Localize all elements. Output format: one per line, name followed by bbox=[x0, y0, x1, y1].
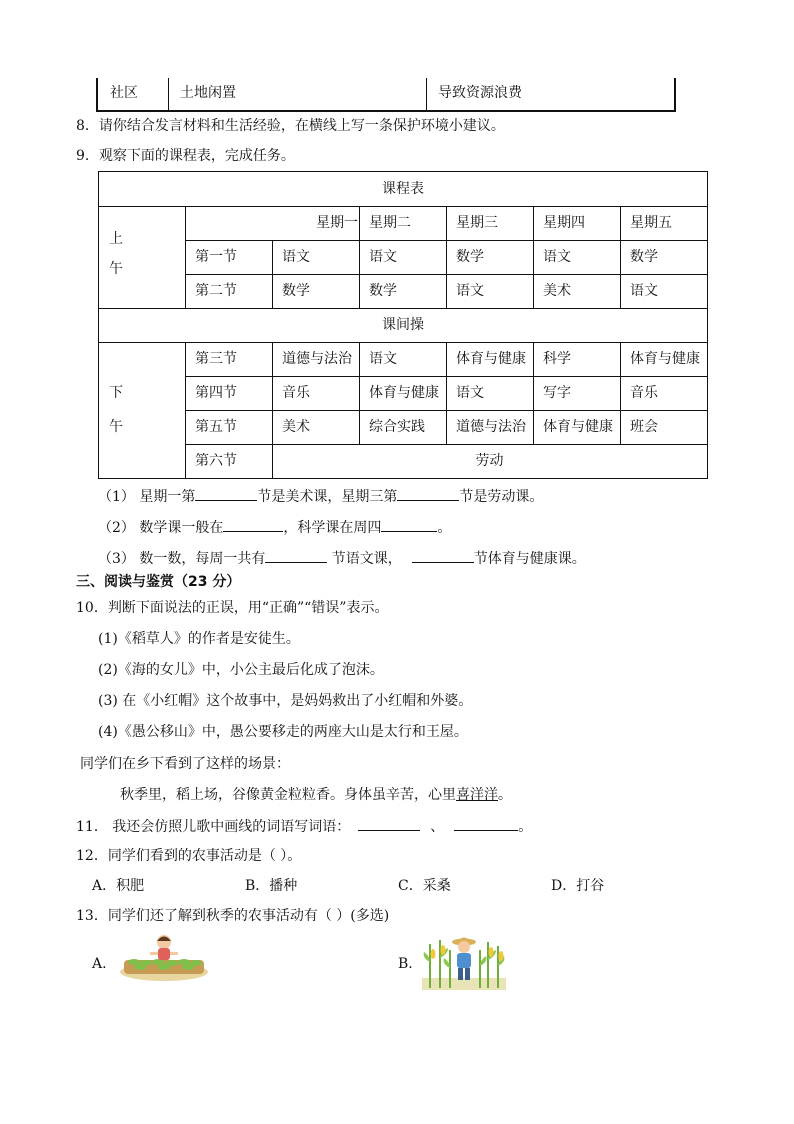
q12-option-d[interactable]: D．打谷 bbox=[551, 878, 605, 894]
top-table-divider bbox=[168, 78, 169, 110]
q10-item-2: (2)《海的女儿》中，小公主最后化成了泡沫。 bbox=[98, 662, 384, 678]
top-table-cell-land: 土地闲置 bbox=[180, 85, 236, 101]
schedule-cell: 音乐 bbox=[282, 385, 310, 401]
schedule-cell: 数学 bbox=[456, 249, 484, 265]
day-header-mon: 星期一 bbox=[316, 215, 358, 231]
schedule-cell: 班会 bbox=[630, 419, 658, 435]
morning-label-2: 午 bbox=[109, 261, 123, 277]
answer-blank[interactable] bbox=[223, 517, 283, 532]
q9-sub-1 bbox=[98, 486, 543, 507]
top-table-divider bbox=[426, 78, 427, 110]
schedule-cell: 语文 bbox=[543, 249, 571, 265]
schedule-cell: 数学 bbox=[630, 249, 658, 265]
schedule-cell: 写字 bbox=[543, 385, 571, 401]
q10-item-4: (4)《愚公移山》中，愚公要移走的两座大山是太行和王屋。 bbox=[98, 724, 468, 740]
schedule-title: 课程表 bbox=[382, 181, 424, 197]
schedule-cell: 数学 bbox=[282, 283, 310, 299]
break-row: 课间操 bbox=[382, 317, 424, 333]
q12-option-a[interactable]: A．积肥 bbox=[92, 878, 145, 894]
q9-sub-2-text-a: （2） 数学课一般在 bbox=[98, 520, 224, 536]
schedule-cell: 体育与健康 bbox=[543, 419, 613, 435]
schedule-cell: 道德与法治 bbox=[456, 419, 526, 435]
schedule-cell: 音乐 bbox=[630, 385, 658, 401]
schedule-cell: 语文 bbox=[456, 283, 484, 299]
q9-sub-1-text-c: 节是劳动课。 bbox=[459, 489, 544, 505]
answer-blank[interactable] bbox=[265, 548, 327, 563]
poem-underlined-word: 喜洋洋 bbox=[456, 787, 498, 803]
morning-label-1: 上 bbox=[109, 231, 123, 247]
day-header-wed: 星期三 bbox=[456, 215, 498, 231]
question-8: 8．请你结合发言材料和生活经验，在横线上写一条保护环境小建议。 bbox=[76, 118, 505, 134]
q9-sub-3 bbox=[98, 548, 586, 569]
harvest-drying-illustration bbox=[118, 932, 210, 982]
corn-field-illustration bbox=[422, 932, 506, 990]
day-header-fri: 星期五 bbox=[630, 215, 672, 231]
question-10: 10．判断下面说法的正误，用“正确”“错误”表示。 bbox=[76, 600, 389, 616]
q12-option-b[interactable]: B．播种 bbox=[245, 878, 298, 894]
period-label: 第四节 bbox=[195, 385, 237, 401]
q11-text: 11． 我还会仿照儿歌中画线的词语写词语： bbox=[76, 819, 351, 835]
day-header-tue: 星期二 bbox=[369, 215, 411, 231]
poem-line bbox=[120, 785, 512, 805]
period-label: 第五节 bbox=[195, 419, 237, 435]
question-9: 9．观察下面的课程表，完成任务。 bbox=[76, 148, 295, 164]
answer-blank[interactable] bbox=[195, 486, 257, 501]
poem-text: 秋季里，稻上场，谷像黄金粒粒香。身体虽辛苦，心里 bbox=[120, 787, 456, 803]
labor-cell: 劳动 bbox=[475, 453, 504, 469]
answer-blank[interactable] bbox=[412, 548, 474, 563]
period-label: 第一节 bbox=[195, 249, 237, 265]
top-table-cell-waste: 导致资源浪费 bbox=[438, 85, 522, 101]
afternoon-label-1: 下 bbox=[109, 385, 123, 401]
q9-sub-3-text-c: 节体育与健康课。 bbox=[473, 551, 586, 567]
poem-end: 。 bbox=[498, 787, 512, 803]
q9-sub-3-text-a: （3） 数一数，每周一共有 bbox=[98, 551, 266, 567]
schedule-cell: 语文 bbox=[456, 385, 484, 401]
question-13: 13．同学们还了解到秋季的农事活动有（ ）(多选) bbox=[76, 908, 390, 924]
schedule-cell: 语文 bbox=[282, 249, 310, 265]
answer-blank[interactable] bbox=[454, 816, 518, 831]
answer-blank[interactable] bbox=[397, 486, 459, 501]
schedule-cell: 科学 bbox=[543, 351, 571, 367]
day-header-thu: 星期四 bbox=[543, 215, 585, 231]
schedule-table bbox=[98, 171, 708, 479]
q10-item-1: (1)《稻草人》的作者是安徒生。 bbox=[98, 631, 300, 647]
answer-blank[interactable] bbox=[358, 816, 420, 831]
schedule-cell: 数学 bbox=[369, 283, 397, 299]
q13-option-a-label[interactable]: A. bbox=[92, 956, 107, 972]
q9-sub-2-text-c: 。 bbox=[437, 520, 452, 536]
period-label: 第二节 bbox=[195, 283, 237, 299]
schedule-cell: 美术 bbox=[543, 283, 571, 299]
question-12: 12．同学们看到的农事活动是（ ）。 bbox=[76, 848, 302, 864]
answer-blank[interactable] bbox=[381, 517, 437, 532]
q9-sub-2 bbox=[98, 517, 451, 538]
top-table-fragment bbox=[96, 78, 676, 112]
period-label: 第三节 bbox=[195, 351, 237, 367]
question-11 bbox=[76, 816, 532, 837]
q12-option-c[interactable]: C．采桑 bbox=[398, 878, 451, 894]
q9-sub-2-text-b: ，科学课在周四 bbox=[283, 520, 382, 536]
section-3-heading: 三、阅读与鉴赏（23 分） bbox=[76, 574, 241, 590]
schedule-cell: 体育与健康 bbox=[456, 351, 526, 367]
scene-intro: 同学们在乡下看到了这样的场景： bbox=[80, 756, 290, 772]
q10-item-3: (3) 在《小红帽》这个故事中，是妈妈救出了小红帽和外婆。 bbox=[98, 693, 473, 709]
top-table-cell-community: 社区 bbox=[110, 85, 138, 101]
q9-sub-1-text-a: （1） 星期一第 bbox=[98, 489, 196, 505]
afternoon-label-2: 午 bbox=[109, 419, 123, 435]
q11-separator: 、 bbox=[430, 819, 445, 835]
schedule-cell: 美术 bbox=[282, 419, 310, 435]
schedule-cell: 语文 bbox=[630, 283, 658, 299]
q13-option-b-label[interactable]: B. bbox=[398, 956, 413, 972]
schedule-cell: 道德与法治 bbox=[282, 351, 352, 367]
schedule-cell: 体育与健康 bbox=[369, 385, 439, 401]
schedule-cell: 语文 bbox=[369, 351, 397, 367]
schedule-cell: 综合实践 bbox=[369, 419, 425, 435]
schedule-cell: 语文 bbox=[369, 249, 397, 265]
period-label: 第六节 bbox=[195, 453, 237, 469]
q9-sub-3-text-b: 节语文课， bbox=[327, 551, 402, 567]
q11-end: 。 bbox=[518, 819, 533, 835]
schedule-cell: 体育与健康 bbox=[630, 351, 700, 367]
q9-sub-1-text-b: 节是美术课，星期三第 bbox=[257, 489, 398, 505]
